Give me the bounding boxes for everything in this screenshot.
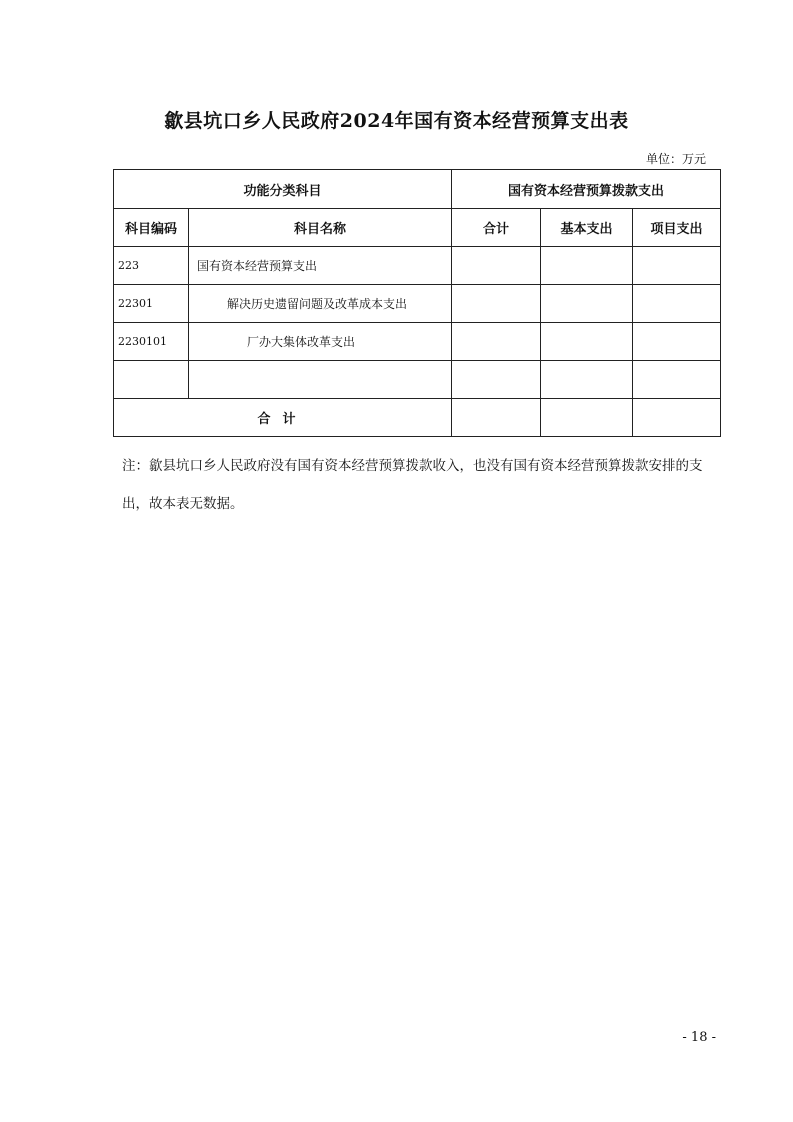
- sum-project: [633, 399, 721, 437]
- table-row: [114, 247, 721, 285]
- row-basic: [541, 247, 633, 285]
- table-row: [114, 361, 721, 399]
- row-project: [633, 247, 721, 285]
- table-row: [114, 323, 721, 361]
- row-code: 223: [114, 247, 189, 285]
- row-basic: [541, 361, 633, 399]
- row-basic: [541, 323, 633, 361]
- row-project: [633, 285, 721, 323]
- table-header-row-columns: [114, 209, 721, 247]
- row-project: [633, 323, 721, 361]
- sum-label: 合计: [114, 399, 452, 437]
- sum-basic: [541, 399, 633, 437]
- row-name: 国有资本经营预算支出: [189, 247, 452, 285]
- header-project: 项目支出: [633, 209, 721, 247]
- page-number: - 18 -: [682, 1030, 716, 1045]
- page-title: 歙县坑口乡人民政府2024年国有资本经营预算支出表: [164, 110, 629, 132]
- sum-total: [452, 399, 541, 437]
- header-code: 科目编码: [114, 209, 189, 247]
- row-basic: [541, 285, 633, 323]
- row-code: 22301: [114, 285, 189, 323]
- row-project: [633, 361, 721, 399]
- row-code: [114, 361, 189, 399]
- unit-label: 单位：万元: [645, 152, 706, 166]
- header-allocation-expenditure: 国有资本经营预算拨款支出: [452, 170, 721, 209]
- budget-table: [113, 169, 721, 437]
- row-name: 厂办大集体改革支出: [189, 323, 452, 361]
- footnote: 注：歙县坑口乡人民政府没有国有资本经营预算拨款收入，也没有国有资本经营预算拨款安排的支出，故本表无数据。: [122, 458, 703, 512]
- header-functional-classification: 功能分类科目: [114, 170, 452, 209]
- header-basic: 基本支出: [541, 209, 633, 247]
- row-total: [452, 247, 541, 285]
- row-total: [452, 323, 541, 361]
- table-row: [114, 285, 721, 323]
- header-total: 合计: [452, 209, 541, 247]
- row-total: [452, 361, 541, 399]
- row-total: [452, 285, 541, 323]
- header-name: 科目名称: [189, 209, 452, 247]
- row-name: 解决历史遗留问题及改革成本支出: [189, 285, 452, 323]
- row-code: 2230101: [114, 323, 189, 361]
- row-name: [189, 361, 452, 399]
- table-header-row-group: [114, 170, 721, 209]
- table-sum-row: [114, 399, 721, 437]
